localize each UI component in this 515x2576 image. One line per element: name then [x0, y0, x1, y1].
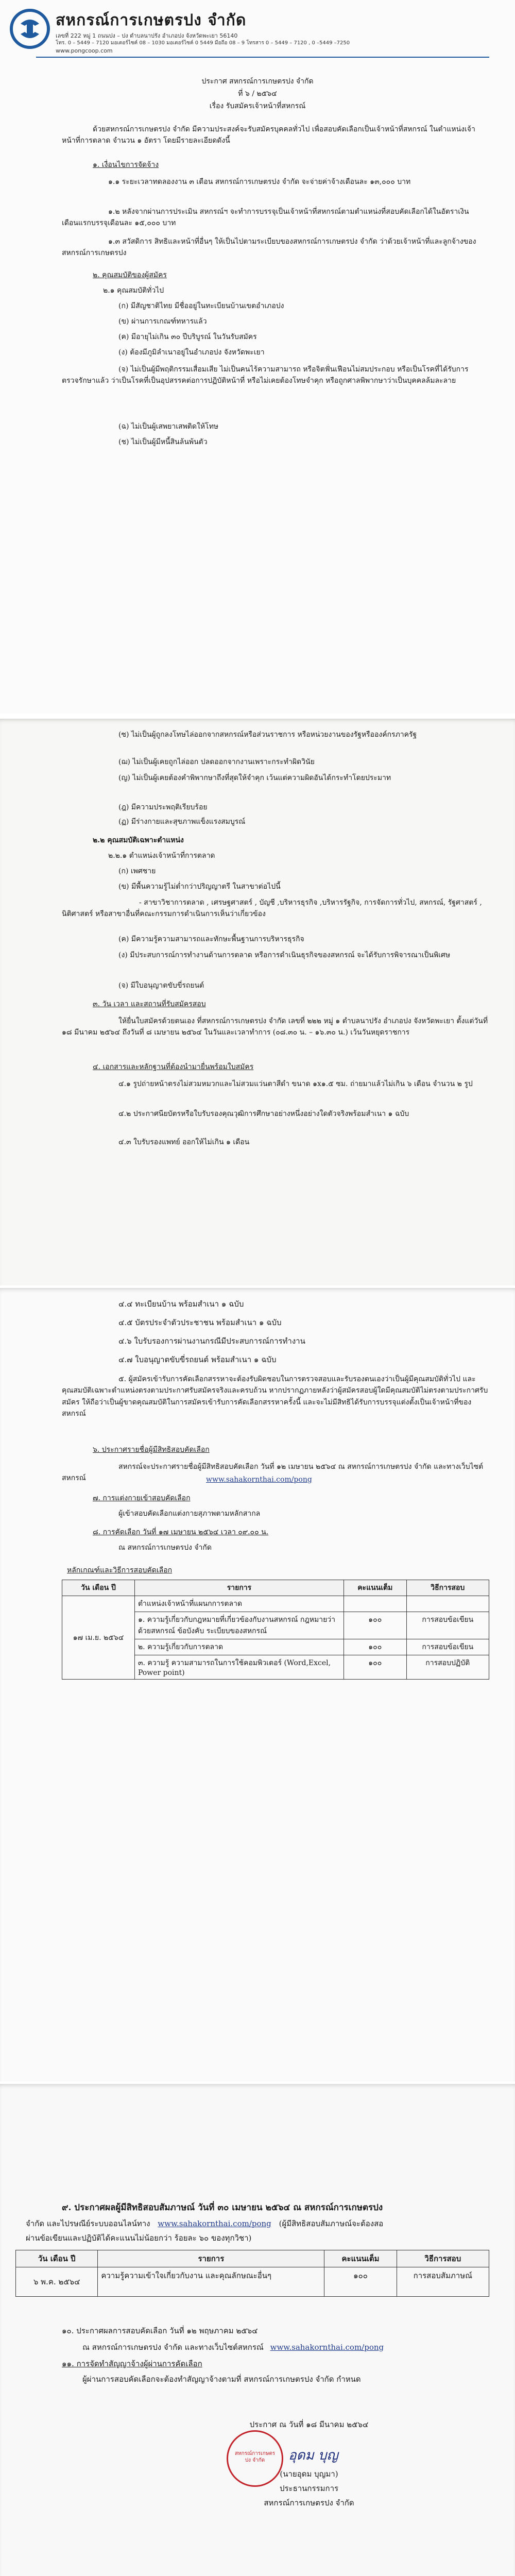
coop-logo-icon — [9, 8, 50, 49]
section-6-heading: ๖. ประกาศรายชื่อผู้มีสิทธิสอบคัดเลือก — [93, 1446, 210, 1454]
exam-item: ๒. ความรู้เกี่ยวกับการตลาด — [134, 1639, 344, 1655]
qualification-item: (ค) มีอายุไม่เกิน ๓๐ ปีบริบูรณ์ ในวันรับสมัคร — [118, 333, 257, 341]
section-8-heading: ๘. การคัดเลือก วันที่ ๑๗ เมษายน ๒๕๖๔ เวลา ๐๙.๐๐ น. — [93, 1528, 269, 1536]
exam-item: ๑. ความรู้เกี่ยวกับกฎหมายที่เกี่ยวข้องกับงานสหกรณ์ กฎหมายว่าด้วยสหกรณ์ ข้อบังคับ ระเบียบของสหกรณ์ — [134, 1612, 344, 1639]
document-item: ๔.๗ ใบอนุญาตขับขี่รถยนต์ พร้อมสำเนา ๑ ฉบับ — [118, 1355, 277, 1364]
criteria-caption: หลักเกณฑ์และวิธีการสอบคัดเลือก — [67, 1566, 173, 1574]
column-header: วิธีการสอบ — [406, 1580, 489, 1596]
document-page-4 — [0, 2084, 515, 2576]
section-2-heading: ๒. คุณสมบัติของผู้สมัคร — [93, 271, 167, 279]
exam-item: ๓. ความรู้ ความสามารถในการใช้คอมพิวเตอร์ (Word,Excel, Power point) — [134, 1655, 344, 1680]
signature: อุดม บุญ — [288, 2448, 338, 2463]
section-11-text: ผู้ผ่านการสอบคัดเลือกจะต้องทำสัญญาจ้างตามที่ สหกรณ์การเกษตรปง จำกัด กำหนด — [82, 2375, 361, 2384]
exam-method: การสอบข้อเขียน — [406, 1639, 489, 1655]
interview-date: ๖ พ.ค. ๒๕๖๔ — [16, 2267, 98, 2297]
document-item: ๔.๓ ใบรับรองแพทย์ ออกให้ไม่เกิน ๑ เดือน — [118, 1138, 250, 1146]
qualification-item: (ช) ไม่เป็นผู้มีหนี้สินล้นพ้นตัว — [118, 438, 208, 446]
qualification-item: (ก) มีสัญชาติไทย มีชื่ออยู่ในทะเบียนบ้านเขตอำเภอปง — [118, 302, 284, 310]
coop-website-link[interactable]: www.sahakornthai.com/pong — [270, 2343, 384, 2352]
column-header: รายการ — [98, 2250, 324, 2267]
specific-qualification: (ง) มีประสบการณ์การทำงานด้านการตลาด หรือการดำเนินธุรกิจของสหกรณ์ จะได้รับการพิจารณาเป็นพิเศษ — [118, 951, 451, 959]
page-gap — [0, 714, 515, 719]
signer-name: (นายอุดม บุญมา) — [280, 2469, 338, 2479]
section-9-text: จำกัด และไปรษณีย์ระบบออนไลน์ทาง www.sahakornthai.com/pong (ผู้มีสิทธิสอบสัมภาษณ์จะต้องสอ — [26, 2219, 384, 2228]
announcement-number: ที่ ๖ / ๒๕๖๔ — [238, 90, 277, 98]
exam-method: การสอบข้อเขียน — [406, 1612, 489, 1639]
org-name: สหกรณ์การเกษตรปง จำกัด — [56, 11, 247, 29]
document-item: ๔.๔ ทะเบียนบ้าน พร้อมสำเนา ๑ ฉบับ — [118, 1299, 244, 1309]
qualification-item: (ซ) ไม่เป็นผู้ถูกลงโทษไล่ออกจากสหกรณ์หรือส่วนราชการ หรือหน่วยงานของรัฐหรือองค์กรภาครัฐ — [118, 731, 417, 739]
coop-seal-icon: สหกรณ์การเกษตรปง จำกัด — [227, 2430, 283, 2487]
org-website[interactable]: www.pongcoop.com — [56, 47, 113, 54]
qualification-item: (ญ) ไม่เป็นผู้เคยต้องคำพิพากษาถึงที่สุดให้จำคุก เว้นแต่ความผิดอันได้กระทำโดยประมาท — [118, 774, 391, 782]
section-9-condition: ผ่านข้อเขียนและปฏิบัติได้คะแนนไม่น้อยกว่า ร้อยละ ๖๐ ของทุกวิชา) — [26, 2233, 252, 2243]
specific-qualification: (ก) เพศชาย — [118, 867, 156, 875]
coop-website-link[interactable]: www.sahakornthai.com/pong — [158, 2219, 271, 2228]
announcement-subject: เรื่อง รับสมัครเจ้าหน้าที่สหกรณ์ — [209, 102, 306, 110]
section-2-2-1: ๒.๒.๑ ตำแหน่งเจ้าหน้าที่การตลาด — [108, 852, 215, 860]
exam-method: การสอบปฏิบัติ — [406, 1655, 489, 1680]
column-header: วัน เดือน ปี — [62, 1580, 135, 1596]
section-8-place: ณ สหกรณ์การเกษตรปง จำกัด — [118, 1544, 212, 1552]
section-5-text: ๕. ผู้สมัครเข้ารับการคัดเลือกสรรหาจะต้องรับผิดชอบในการตรวจสอบและรับรองตนเองว่าเป็นผู้มีคุณสมบัติทั่วไป และคุณสมบัติเฉพาะตำแหน่งตรงตามประกาศรับสมัครจริงและครบถ้วน หากปรากฏภายหลังว่าผู้สมัครสอบผู้ใดมีคุณสมบัติไม่ตรงตามประกาศรับสมัคร ให้ถือว่าเป็นผู้ขาดคุณสมบัติในการสมัครเข้ารับการคัดเลือกสรรหาครั้งนี้ และจะไม่มีสิทธิได้รับการบรรจุแต่งตั้งเป็นเจ้าหน้าที่ของสหกรณ์ — [62, 1375, 488, 1418]
section-1-1: ๑.๑ ระยะเวลาทดลองงาน ๓ เดือน สหกรณ์การเกษตรปง จำกัด จะจ่ายค่าจ้างเดือนละ ๑๓,๐๐๐ บาท — [108, 178, 411, 186]
specific-qualification: (ข) มีพื้นความรู้ไม่ต่ำกว่าปริญญาตรี ในสาขาต่อไปนี้ — [118, 883, 281, 891]
document-page-1 — [0, 0, 515, 719]
section-10-heading: ๑๐. ประกาศผลการสอบคัดเลือก วันที่ ๑๒ พฤษภาคม ๒๕๖๔ — [62, 2326, 258, 2335]
section-6-text: สหกรณ์จะประกาศรายชื่อผู้มีสิทธิสอบคัดเลือก วันที่ ๑๒ เมษายน ๒๕๖๔ ณ สหกรณ์การเกษตรปง จำกัด และทางเว็บไซต์สหกรณ์ — [62, 1463, 484, 1483]
column-header: วัน เดือน ปี — [16, 2250, 98, 2267]
table-row — [62, 1596, 489, 1612]
document-item: ๔.๒ ประกาศนียบัตรหรือใบรับรองคุณวุฒิการศึกษาอย่างหนึ่งอย่างใดตัวจริงพร้อมสำเนา ๑ ฉบับ — [118, 1110, 409, 1118]
section-9-heading: ๙. ประกาศผลผู้มีสิทธิสอบสัมภาษณ์ วันที่ ๓๐ เมษายน ๒๕๖๔ ณ สหกรณ์การเกษตรปง — [62, 2202, 383, 2213]
exam-score: ๑๐๐ — [344, 1612, 407, 1639]
exam-date: ๑๗ เม.ย. ๒๕๖๔ — [62, 1596, 135, 1680]
specific-qualification: (จ) มีใบอนุญาตขับขี่รถยนต์ — [118, 981, 204, 990]
document-item: ๔.๑ รูปถ่ายหน้าตรงไม่สวมหมวกและไม่สวมแว่นตาสีดำ ขนาด ๑x๑.๕ ซม. ถ่ายมาแล้วไม่เกิน ๖ เดือน จำนวน ๒ รูป — [118, 1080, 473, 1088]
qualification-item: (ฎ) มีความประพฤติเรียบร้อย — [118, 803, 208, 811]
qualification-item: (ข) ผ่านการเกณฑ์ทหารแล้ว — [118, 317, 207, 326]
interview-table — [15, 2250, 489, 2297]
header-rule — [36, 57, 489, 58]
column-header: คะแนนเต็ม — [324, 2250, 397, 2267]
degree-majors: - สาขาวิชาการตลาด , เศรษฐศาสตร์ , บัญชี ,บริหารธุรกิจ ,บริหารรัฐกิจ, การจัดการทั่วไป, สหกรณ์, รัฐศาสตร์ , นิติศาสตร์ หรือสาขาอื่นที่คณะกรรมการดำเนินการเห็นว่าเกี่ยวข้อง — [62, 899, 482, 919]
org-contacts: โทร. 0 – 5449 – 7120 มอเตอร์ไซค์ 08 – 1030 มอเตอร์ไซค์ 0 5449 มือถือ 08 – 9 โทรสาร 0 – 5449 – 7120 , 0 –5449 –7250 — [56, 40, 350, 46]
section-3-text: ให้ยื่นใบสมัครด้วยตนเอง ที่สหกรณ์การเกษตรปง จำกัด เลขที่ ๒๒๒ หมู่ ๑ ตำบลนาปรัง อำเภอปง จังหวัดพะเยา ตั้งแต่วันที่ ๑๘ มีนาคม ๒๕๖๔ ถึงวันที่ ๘ เมษายน ๒๕๖๔ ในวันและเวลาทำการ (๐๘.๓๐ น. – ๑๖.๓๐ น.) เว้นวันหยุดราชการ — [62, 1017, 488, 1037]
specific-qualification: (ค) มีความรู้ความสามารถและทักษะพื้นฐานการบริหารธุรกิจ — [118, 935, 304, 943]
section-2-1: ๒.๑ คุณสมบัติทั่วไป — [103, 286, 164, 295]
coop-website-link[interactable]: www.sahakornthai.com/pong — [206, 1476, 312, 1484]
table-row — [16, 2267, 489, 2297]
qualification-item: (ฏ) มีร่างกายและสุขภาพแข็งแรงสมบูรณ์ — [118, 818, 246, 826]
section-7-heading: ๗. การแต่งกายเข้าสอบคัดเลือก — [93, 1494, 191, 1502]
section-3-heading: ๓. วัน เวลา และสถานที่รับสมัครสอบ — [93, 1000, 206, 1008]
signer-title: ประธานกรรมการ — [279, 2484, 339, 2493]
section-2-2: ๒.๒ คุณสมบัติเฉพาะตำแหน่ง — [93, 836, 184, 844]
document-item: ๔.๖ ใบรับรองการผ่านงานกรณีมีประสบการณ์การทำงาน — [118, 1336, 305, 1346]
section-1-2: ๑.๒ หลังจากผ่านการประเมิน สหกรณ์ฯ จะทำการบรรจุเป็นเจ้าหน้าที่สหกรณ์ตามตำแหน่งที่สอบคัดเลือกได้ในอัตราเงินเดือนแรกบรรจุเดือนละ ๑๕,๐๐๐ บาท — [62, 208, 469, 228]
column-header: รายการ — [134, 1580, 344, 1596]
announced-date: ประกาศ ณ วันที่ ๑๘ มีนาคม ๒๕๖๔ — [249, 2420, 369, 2429]
table-header-row — [16, 2250, 489, 2267]
position-group: ตำแหน่งเจ้าหน้าที่แผนกการตลาด — [134, 1596, 344, 1612]
table-header-row — [62, 1580, 489, 1596]
section-10-text: ณ สหกรณ์การเกษตรปง จำกัด และทางเว็บไซต์สหกรณ์ www.sahakornthai.com/pong — [82, 2343, 384, 2352]
document-page-2 — [0, 719, 515, 1288]
announcement-title: ประกาศ สหกรณ์การเกษตรปง จำกัด — [201, 77, 314, 86]
section-1-heading: ๑. เงื่อนไขการจัดจ้าง — [93, 161, 159, 169]
column-header: คะแนนเต็ม — [344, 1580, 407, 1596]
intro-paragraph: ด้วยสหกรณ์การเกษตรปง จำกัด มีความประสงค์จะรับสมัครบุคคลทั่วไป เพื่อสอบคัดเลือกเป็นเจ้าหน้าที่สหกรณ์ ในตำแหน่งเจ้าหน้าที่การตลาด จำนวน ๑ อัตรา โดยมีรายละเอียดดังนี้ — [62, 125, 475, 145]
exam-score: ๑๐๐ — [344, 1655, 407, 1680]
qualification-item: (จ) ไม่เป็นผู้มีพฤติกรรมเสื่อมเสีย ไม่เป็นคนไร้ความสามารถ หรือจิตฟั่นเฟือนไม่สมประกอบ หรือเป็นโรคที่ได้รับการตรวจรักษาแล้ว ว่าเป็นโรคที่เป็นอุปสรรคต่อการปฏิบัติหน้าที่ หรือไม่เคยต้องโทษจำคุก หรือถูกศาลพิพากษาว่าเป็นบุคคลล้มละลาย — [62, 365, 469, 385]
org-address: เลขที่ 222 หมู่ 1 ถนนปง – ปง ตำบลนาปรัง อำเภอปง จังหวัดพะเยา 56140 — [56, 32, 238, 39]
document-page-3 — [0, 1288, 515, 2084]
qualification-item: (ฌ) ไม่เป็นผู้เคยถูกไล่ออก ปลดออกจากงานเพราะกระทำผิดวินัย — [118, 758, 315, 766]
qualification-item: (ง) ต้องมีภูมิลำเนาอยู่ในอำเภอปง จังหวัดพะเยา — [118, 348, 265, 357]
qualification-item: (ฉ) ไม่เป็นผู้เสพยาเสพติดให้โทษ — [118, 422, 219, 431]
signer-organization: สหกรณ์การเกษตรปง จำกัด — [264, 2498, 354, 2507]
exam-score: ๑๐๐ — [344, 1639, 407, 1655]
section-7-text: ผู้เข้าสอบคัดเลือกแต่งกายสุภาพตามหลักสากล — [118, 1510, 261, 1518]
interview-method: การสอบสัมภาษณ์ — [397, 2267, 489, 2297]
document-item: ๔.๕ บัตรประจำตัวประชาชน พร้อมสำเนา ๑ ฉบับ — [118, 1318, 282, 1327]
section-4-heading: ๔. เอกสารและหลักฐานที่ต้องนำมายื่นพร้อมใบสมัคร — [93, 1063, 254, 1071]
interview-score: ๑๐๐ — [324, 2267, 397, 2297]
column-header: วิธีการสอบ — [397, 2250, 489, 2267]
interview-item: ความรู้ความเข้าใจเกี่ยวกับงาน และคุณลักษณะอื่นๆ — [98, 2267, 324, 2297]
exam-criteria-table — [62, 1580, 489, 1680]
section-11-heading: ๑๑. การจัดทำสัญญาจ้างผู้ผ่านการคัดเลือก — [62, 2359, 202, 2368]
section-1-3: ๑.๓ สวัสดิการ สิทธิและหน้าที่อื่นๆ ให้เป็นไปตามระเบียบของสหกรณ์การเกษตรปง จำกัด ว่าด้วยเจ้าหน้าที่และลูกจ้างของสหกรณ์การเกษตรปง — [62, 238, 476, 258]
